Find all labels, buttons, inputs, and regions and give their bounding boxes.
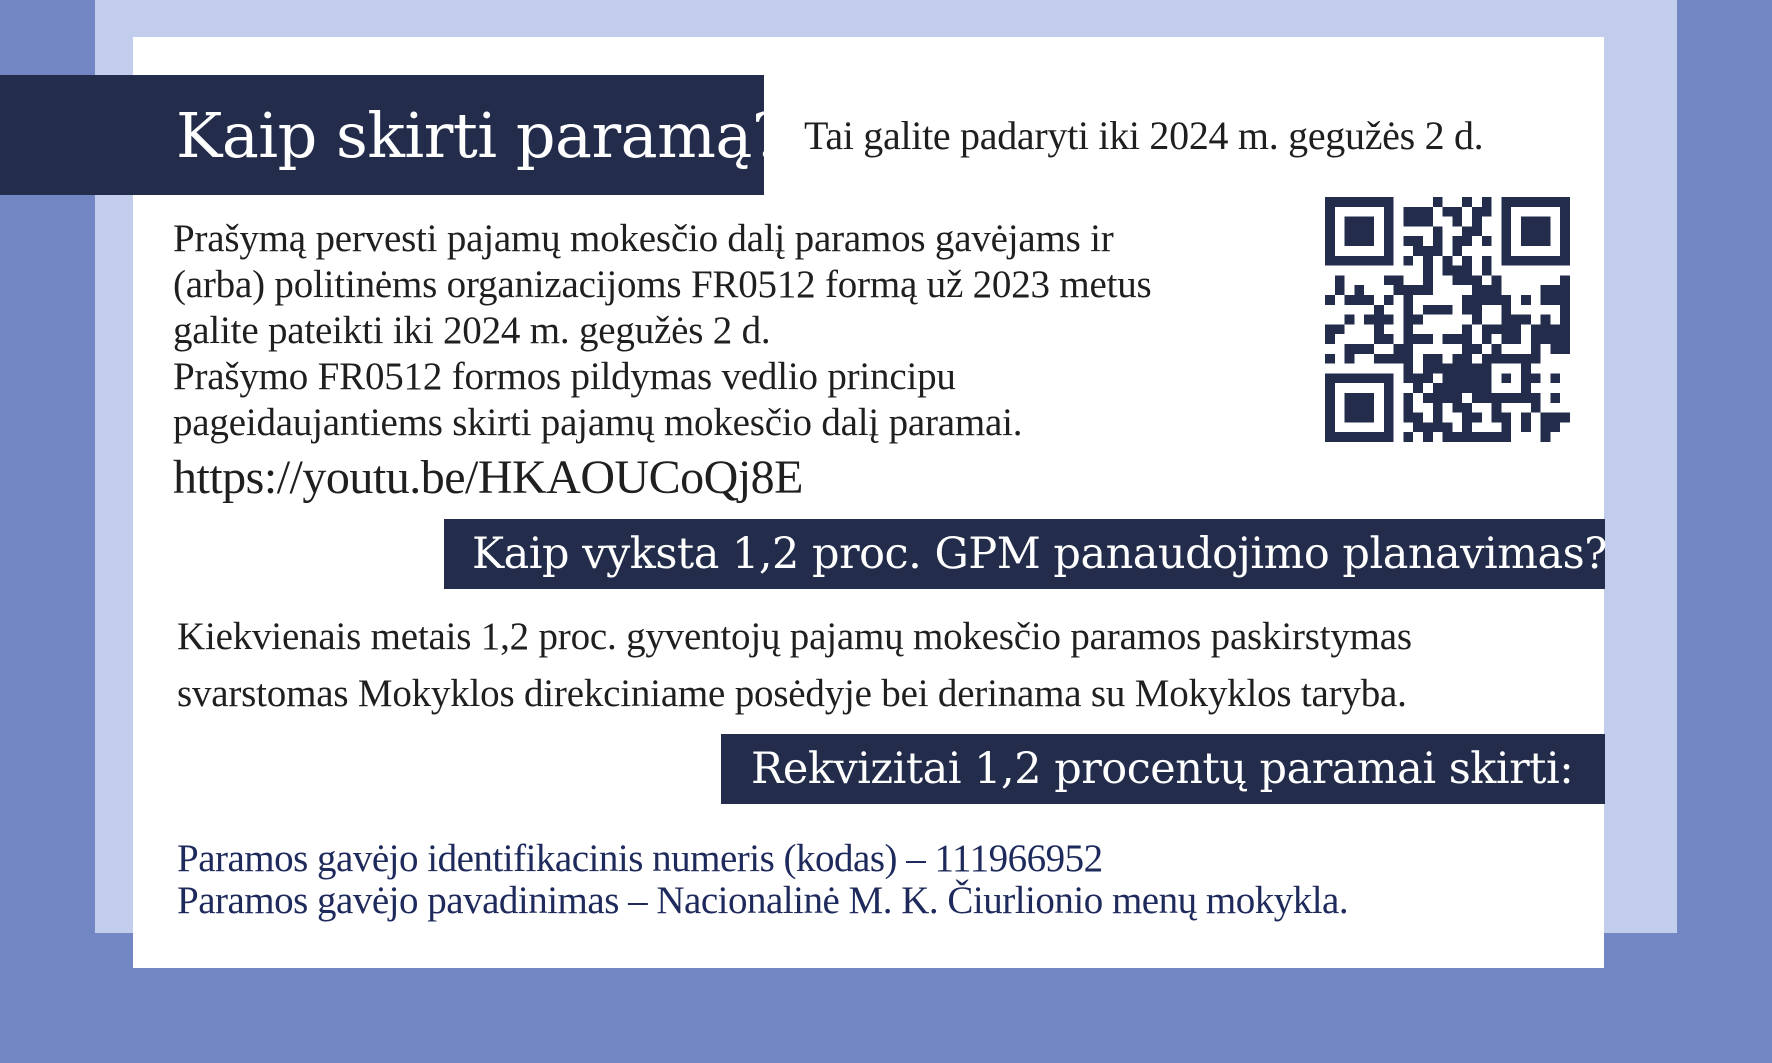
intro-text <box>173 216 1152 446</box>
planning-title: Kaip vyksta 1,2 proc. GPM panaudojimo planavimas? <box>472 529 1607 579</box>
deadline-text: Tai galite padaryti iki 2024 m. gegužės 2 d. <box>804 113 1484 158</box>
intro-line: Prašymo FR0512 formos pildymas vedlio principu <box>173 355 956 398</box>
qr-code-icon[interactable] <box>1325 197 1570 442</box>
intro-line: Prašymą pervesti pajamų mokesčio dalį paramos gavėjams ir <box>173 217 1114 260</box>
intro-line: galite pateikti iki 2024 m. gegužės 2 d. <box>173 309 771 352</box>
youtube-link[interactable]: https://youtu.be/HKAOUCoQj8E <box>173 451 803 504</box>
requisites-banner <box>721 734 1605 804</box>
recipient-code: Paramos gavėjo identifikacinis numeris (kodas) – 111966952 <box>177 837 1103 880</box>
recipient-name: Paramos gavėjo pavadinimas – Nacionalinė M. K. Čiurlionio menų mokykla. <box>177 879 1349 922</box>
main-title-banner <box>0 75 785 195</box>
planning-banner <box>444 519 1605 589</box>
requisites-text <box>177 838 1348 922</box>
main-title: Kaip skirti paramą? <box>176 98 785 172</box>
requisites-title: Rekvizitai 1,2 procentų paramai skirti: <box>751 744 1574 794</box>
intro-line: (arba) politinėms organizacijoms FR0512 formą už 2023 metus <box>173 263 1152 306</box>
planning-line: svarstomas Mokyklos direkciniame posėdyje bei derinama su Mokyklos taryba. <box>177 672 1407 715</box>
planning-text <box>177 608 1412 722</box>
intro-line: pageidaujantiems skirti pajamų mokesčio dalį paramai. <box>173 401 1023 444</box>
planning-line: Kiekvienais metais 1,2 proc. gyventojų pajamų mokesčio paramos paskirstymas <box>177 615 1412 658</box>
